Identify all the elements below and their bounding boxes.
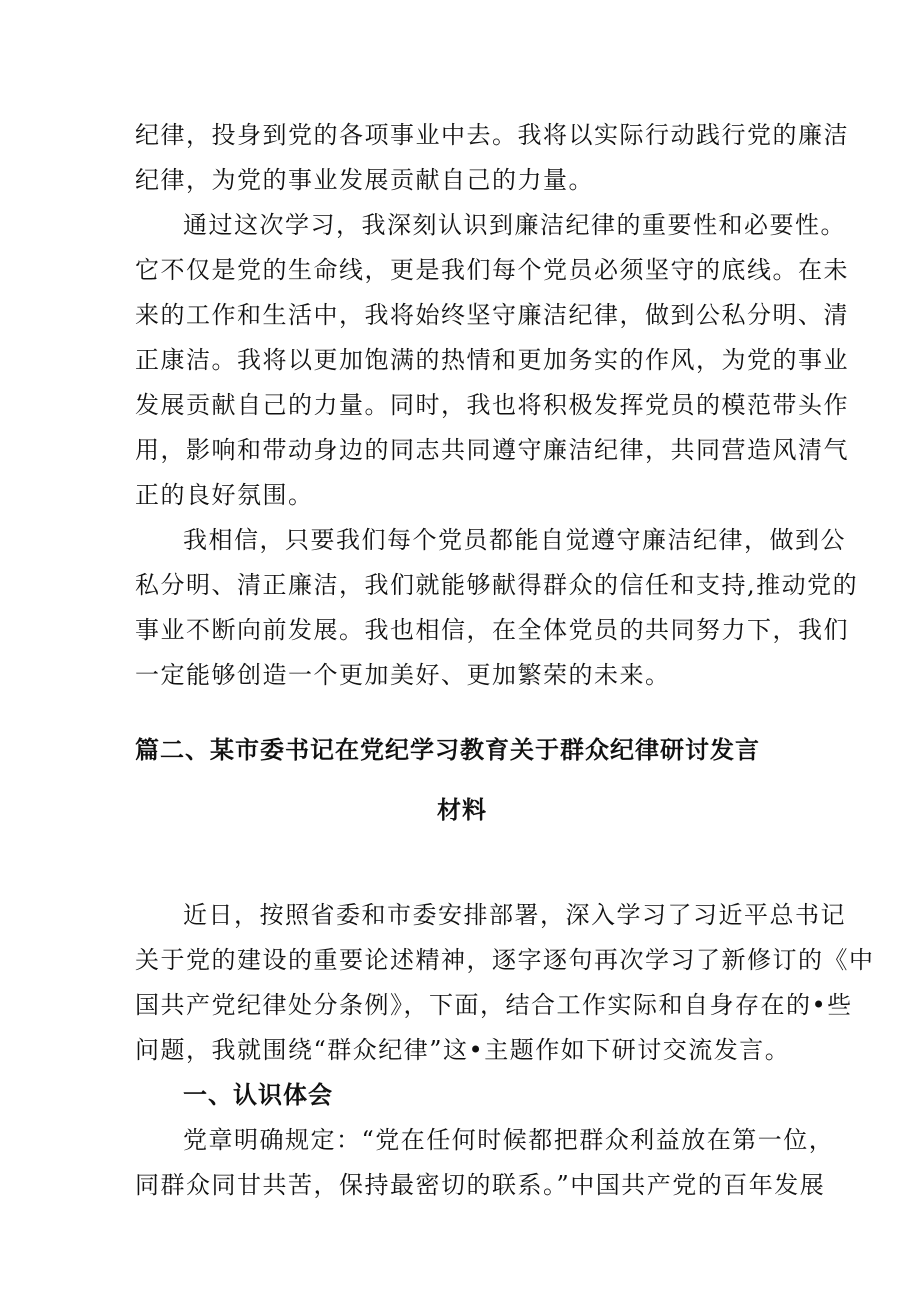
paragraph-4-line-3: 国共产党纪律处分条例》，下面，结合工作实际和自身存在的•些 — [135, 991, 853, 1019]
paragraph-3-line-4: 一定能够创造一个更加美好、更加繁荣的未来。 — [135, 661, 671, 689]
paragraph-5-line-2: 同群众同甘共苦，保持最密切的联系。”中国共产党的百年发展 — [135, 1171, 826, 1199]
paragraph-1-line-1: 纪律，投身到党的各项事业中去。我将以实际行动践行党的廉洁 — [135, 121, 849, 149]
paragraph-2-line-6: 用，影响和带动身边的同志共同遵守廉洁纪律，共同营造风清气 — [135, 436, 849, 464]
paragraph-2-line-2: 它不仅是党的生命线，更是我们每个党员必须坚守的底线。在未 — [135, 256, 849, 284]
paragraph-2-line-4: 正康洁。我将以更加饱满的热情和更加务实的作风，为党的事业 — [135, 346, 849, 374]
paragraph-3-line-1: 我相信，只要我们每个党员都能自觉遵守廉洁纪律，做到公 — [183, 526, 846, 554]
paragraph-3-line-3: 事业不断向前发展。我也相信，在全体党员的共同努力下，我们 — [135, 616, 849, 644]
paragraph-1-line-2: 纪律，为党的事业发展贡献自己的力量。 — [135, 166, 594, 194]
paragraph-4-line-1: 近日，按照省委和市委安排部署，深入学习了习近平总书记 — [183, 901, 846, 929]
paragraph-2-line-3: 来的工作和生活中，我将始终坚守廉洁纪律，做到公私分明、清 — [135, 301, 849, 329]
article-title-line-1: 篇二、某市委书记在党纪学习教育关于群众纪律研讨发言 — [135, 736, 760, 764]
paragraph-4-line-2: 关于党的建设的重要论述精神，逐字逐句再次学习了新修订的《中 — [135, 946, 875, 974]
paragraph-3-line-2: 私分明、清正廉洁，我们就能够献得群众的信任和支持,推动党的 — [135, 571, 859, 599]
paragraph-2-line-7: 正的良好氛围。 — [135, 481, 314, 509]
paragraph-2-line-5: 发展贡献自己的力量。同时，我也将积极发挥党员的模范带头作 — [135, 391, 849, 419]
section-heading-1: 一、认识体会 — [183, 1081, 333, 1109]
paragraph-5-line-1: 党章明确规定：“党在任何时候都把群众利益放在第一位， — [183, 1126, 835, 1154]
paragraph-4-line-4: 问题，我就围绕“群众纪律”这•主题作如下研讨交流发言。 — [135, 1036, 791, 1064]
article-title-line-2: 材料 — [437, 796, 487, 824]
paragraph-2-line-1: 通过这次学习，我深刻认识到廉洁纪律的重要性和必要性。 — [183, 211, 846, 239]
